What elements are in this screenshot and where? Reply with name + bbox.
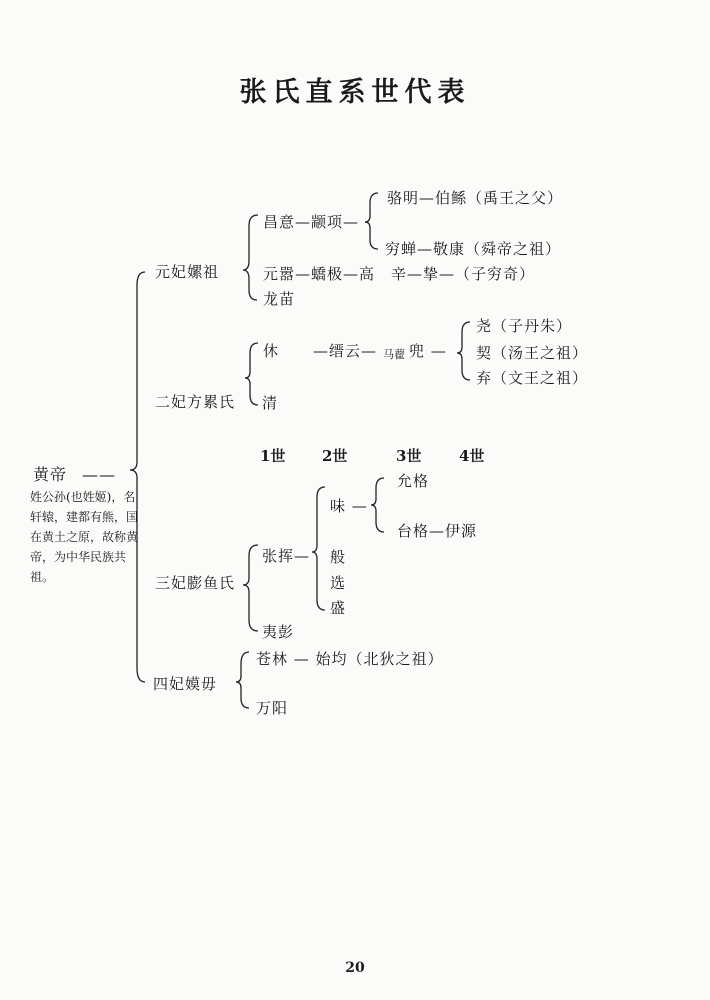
w3-grandchild-xuan: 选 (330, 574, 347, 592)
w3-grandchild-ban: 般 (330, 548, 347, 566)
wife-3: 三妃膨鱼氏 (155, 574, 236, 592)
generation-3: 3世 (396, 447, 422, 465)
w3-child-2: 夷彭 (262, 623, 295, 641)
root-note: 姓公孙(也姓姬)，名轩辕，建都有熊，国在黄土之原，故称黄帝，为中华民族共祖。 (30, 490, 139, 584)
w3-grandchild-wei: 味 — (330, 497, 368, 515)
generation-4: 4世 (459, 447, 485, 465)
w3-great-grandchild-b: 台格—伊源 (397, 522, 478, 540)
root-name: 黄帝 (33, 465, 68, 484)
w1-grandchild-a: 骆明—伯鲧（禹王之父） (387, 189, 564, 207)
w2-chain: —缙云— (313, 342, 378, 360)
w4-child-2: 万阳 (256, 699, 289, 717)
wife-2: 二妃方累氏 (155, 393, 236, 411)
w2-chain-small: 马藋 (383, 348, 405, 361)
root-dash: —— (82, 465, 116, 484)
w4-child-1: 苍林 — 始均（北狄之祖） (256, 650, 444, 668)
w3-child-1: 张挥— (262, 547, 311, 565)
wife-1: 元妃嫘祖 (155, 263, 220, 281)
w2-desc-2: 契（汤王之祖） (476, 344, 589, 362)
w1-child-3: 龙苗 (263, 290, 296, 308)
generation-2: 2世 (322, 447, 348, 465)
generation-1: 1世 (260, 447, 286, 465)
w1-child-2: 元嚣—蟜极—高 辛—挚—（子穷奇） (263, 265, 536, 283)
w2-desc-3: 弃（文王之祖） (476, 369, 589, 387)
w1-child-1: 昌意—颛项— (263, 213, 360, 231)
w3-great-grandchild-a: 允格 (397, 472, 430, 490)
w2-chain-end: 兜 — (409, 342, 447, 360)
w1-grandchild-b: 穷蝉—敬康（舜帝之祖） (385, 240, 562, 258)
w2-desc-1: 尧（子丹朱） (476, 317, 573, 335)
wife-4: 四妃嫫毋 (153, 675, 218, 693)
page-title: 张氏直系世代表 (239, 77, 471, 108)
w3-grandchild-sheng: 盛 (330, 599, 347, 617)
w2-child-2: 清 (262, 394, 279, 412)
page-number: 20 (345, 960, 365, 976)
w2-child-1: 休 (263, 342, 280, 360)
